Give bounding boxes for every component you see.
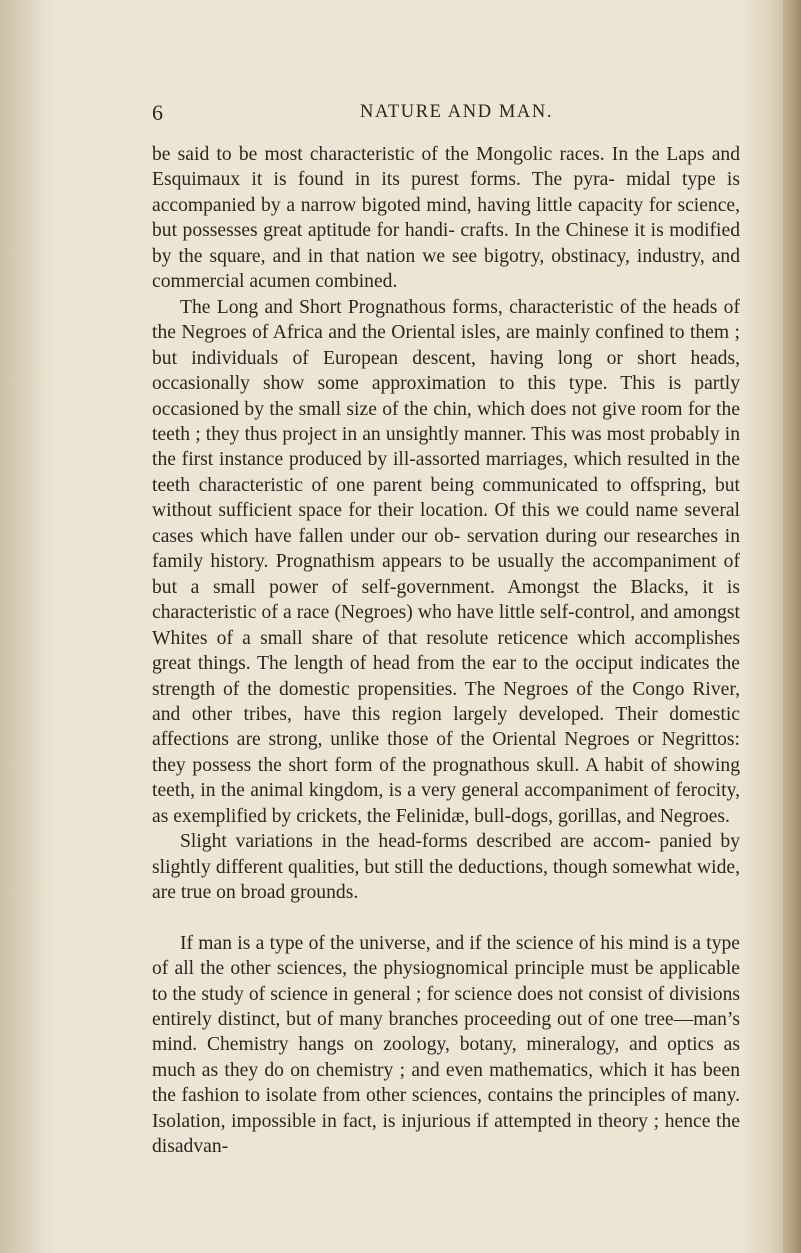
paragraph-variations: Slight variations in the head-forms described are accom- panied by slightly different qualities, but still the deductions, though somewhat wide, are true on broad grounds. <box>152 831 740 904</box>
page-header <box>152 100 712 130</box>
body-text <box>152 142 740 1160</box>
page-right-edge-binding <box>783 0 801 1253</box>
paragraph-prognathous: The Long and Short Prognathous forms, characteristic of the heads of the Negroes of Africa and the Oriental isles, are mainly confined to them ; but individuals of European descent, having long or short heads, occasionally show some approximation to this type. This is partly occasioned by the small size of the chin, which does not give room for the teeth ; they thus project in an unsightly manner. This was most probably in the first instance produced by ill-assorted marriages, which resulted in the teeth characteristic of one parent being communicated to offspring, but without sufficient space for their location. Of this we could name several cases which have fallen under our ob- servation during our researches in family history. Prognathism appears to be usually the accompaniment of but a small power of self-government. Amongst the Blacks, it is characteristic of a race (Negroes) who have little self-control, and amongst Whites of a small share of that resolute reticence which accomplishes great things. The length of head from the ear to the occiput indicates the strength of the domestic propensities. The Negroes of the Congo River, and other tribes, have this region largely developed. Their domestic affections are strong, unlike those of the Oriental Negroes or Negrittos: they possess the short form of the prognathous skull. A habit of showing teeth, in the animal kingdom, is a very general accompaniment of ferocity, as exemplified by crickets, the Felinidæ, bull-dogs, gorillas, and Negroes. <box>152 296 740 827</box>
running-head: NATURE AND MAN. <box>360 102 554 122</box>
paragraph-mongolic: be said to be most characteristic of the Mongolic races. In the Laps and Esquimaux it is found in its purest forms. The pyra- midal type is accompanied by a narrow bigoted mind, having little capacity for science, but possesses great aptitude for handi- crafts. In the Chinese it is modified by the square, and in that nation we see bigotry, obstinacy, industry, and commercial acumen combined. <box>152 144 740 293</box>
page-number: 6 <box>152 100 164 125</box>
page-left-margin-stain <box>0 0 48 1253</box>
paragraph-universe: If man is a type of the universe, and if the science of his mind is a type of all the other sciences, the physiognomical principle must be applicable to the study of science in general ; for science does not consist of divisions entirely distinct, but of many branches proceeding out of one tree—man’s mind. Chemistry hangs on zoology, botany, mineralogy, and optics as much as they do on chemistry ; and even mathematics, which it has been the fashion to isolate from other sciences, contains the principles of many. Isolation, impossible in fact, is injurious if attempted in theory ; hence the disadvan- <box>152 932 740 1158</box>
